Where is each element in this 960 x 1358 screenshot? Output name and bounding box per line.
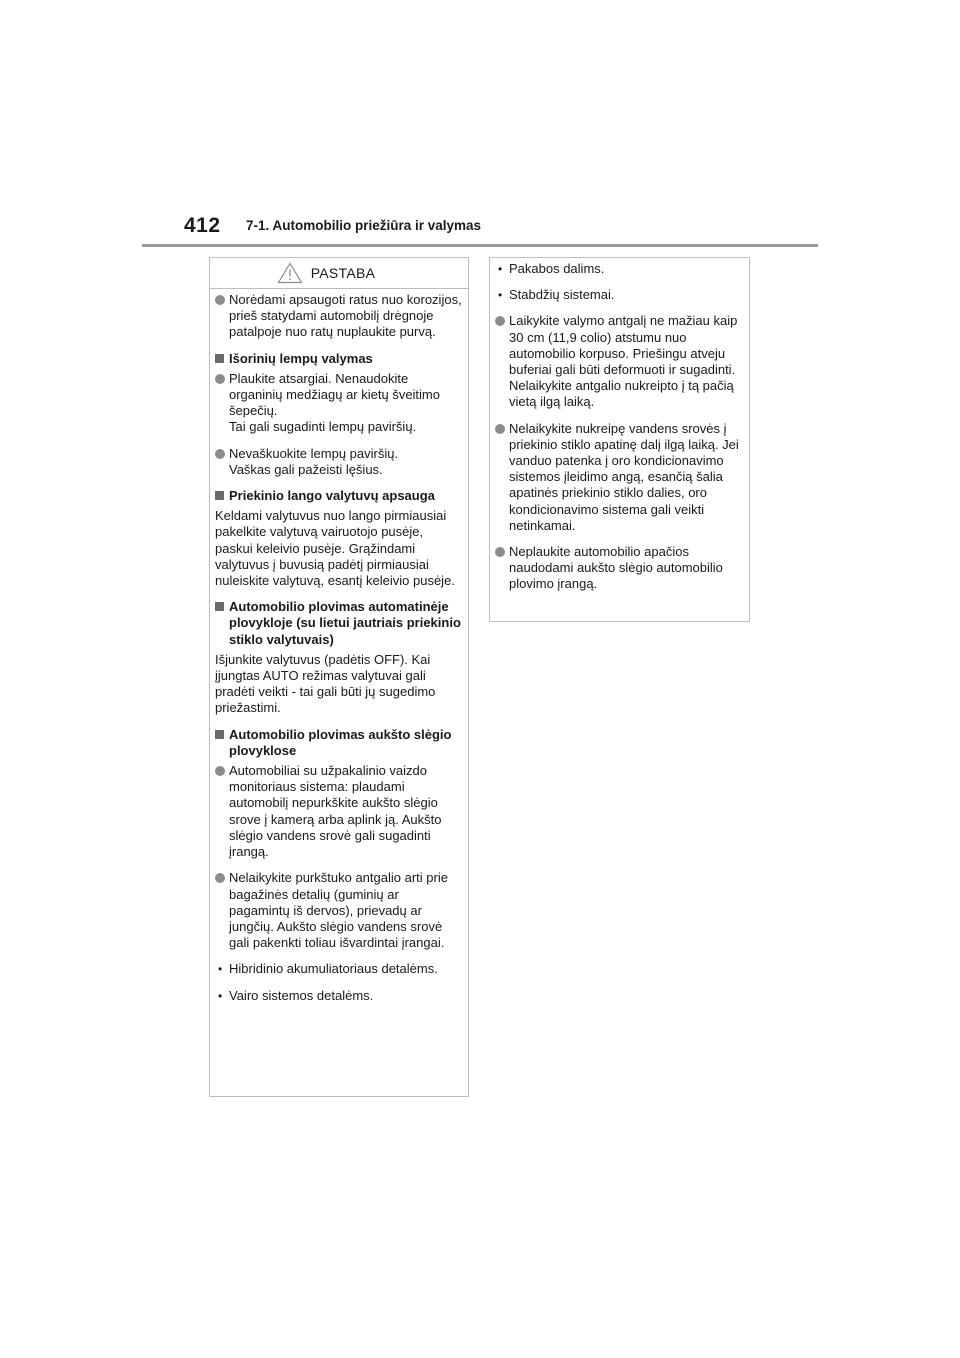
list-item <box>495 313 744 410</box>
list-item <box>215 292 463 341</box>
list-item <box>215 961 463 977</box>
circle-bullet-icon <box>215 374 225 384</box>
item-text: Stabdžių sistemai. <box>509 287 615 303</box>
item-text: Vaškas gali pažeisti lęšius. <box>229 461 383 477</box>
section-heading <box>215 727 463 759</box>
chapter-title: 7-1. Automobilio priežiūra ir valymas <box>246 218 482 233</box>
item-text: Nevaškuokite lempų paviršių. <box>229 445 399 461</box>
item-text: Vairo sistemos detalėms. <box>229 987 374 1003</box>
paragraph: Keldami valytuvus nuo lango pirmiausiai pakelkite valytuvą vairuotojo pusėje, paskui keleivio pusėje. Grąžindami valytuvus į buvusią padėtį pirmiausiai nuleiskite valytuvą, esantį keleivio pusėje. <box>215 508 455 589</box>
list-item <box>495 287 744 303</box>
square-bullet-icon <box>215 491 224 500</box>
circle-bullet-icon <box>215 766 225 776</box>
heading-text: Automobilio plovimas aukšto slėgio plovyklose <box>229 726 452 758</box>
list-item <box>215 870 463 951</box>
list-item <box>495 544 744 593</box>
circle-bullet-icon <box>215 295 225 305</box>
item-text: Hibridinio akumuliatoriaus detalėms. <box>229 961 438 977</box>
circle-bullet-icon <box>495 547 505 557</box>
item-text: Norėdami apsaugoti ratus nuo korozijos, prieš statydami automobilį drėgnoje patalpoje nuo ratų nuplaukite purvą. <box>229 292 462 340</box>
header-divider <box>142 244 818 247</box>
warning-triangle-icon <box>277 262 303 284</box>
notice-body-right <box>490 258 749 593</box>
bullet-marker: • <box>498 262 503 276</box>
square-bullet-icon <box>215 602 224 611</box>
square-bullet-icon <box>215 354 224 363</box>
notice-header <box>210 258 468 289</box>
notice-box-right <box>489 257 750 622</box>
list-item <box>215 988 463 1004</box>
notice-body-left <box>210 289 468 1004</box>
item-text: Automobiliai su užpakalinio vaizdo monitoriaus sistema: plaudami automobilį nepurkškite aukšto slėgio srove į kamerą arba aplink ją. Aukšto slėgio vandens srovė gali sugadinti įrangą. <box>229 763 442 860</box>
section-heading <box>215 488 463 504</box>
notice-box-left <box>209 257 469 1097</box>
item-text: Nelaikykite nukreipę vandens srovės į priekinio stiklo apatinę dalį ilgą laiką. Jei vanduo patenka į oro kondicionavimo sistemos įleidimo angą, esančią šalia apatinės priekinio stiklo dalies, oro kondicionavimo sistema gali veikti netinkamai. <box>509 420 739 533</box>
item-text: Neplaukite automobilio apačios naudodami aukšto slėgio automobilio plovimo įrangą. <box>509 544 723 592</box>
list-item <box>215 446 463 478</box>
item-text: Pakabos dalims. <box>509 261 605 276</box>
page-number: 412 <box>184 214 221 237</box>
bullet-marker: • <box>218 962 223 977</box>
list-item <box>495 421 744 534</box>
list-item <box>215 763 463 860</box>
section-heading <box>215 599 463 648</box>
circle-bullet-icon <box>495 424 505 434</box>
item-text: Plaukite atsargiai. Nenaudokite organinių medžiagų ar kietų šveitimo šepečių. <box>229 370 440 419</box>
notice-label: PASTABA <box>310 264 376 281</box>
paragraph: Išjunkite valytuvus (padėtis OFF). Kai įjungtas AUTO režimas valytuvai gali pradėti veikti - tai gali būti jų sugedimo priežastimi. <box>215 651 436 716</box>
bullet-marker: • <box>218 988 223 1003</box>
square-bullet-icon <box>215 730 224 739</box>
item-text: Nelaikykite purkštuko antgalio arti prie bagažinės detalių (guminių ar pagamintų iš dervos), prievadų ar jungčių. Aukšto slėgio vandens srovė gali pakenkti toliau išvardintai įrangai. <box>229 870 448 951</box>
heading-text: Išorinių lempų valymas <box>229 350 373 366</box>
list-item <box>495 261 744 277</box>
bullet-marker: • <box>498 288 503 303</box>
item-text: Laikykite valymo antgalį ne mažiau kaip 30 cm (11,9 colio) atstumu nuo automobilio korpuso. Priešingu atveju buferiai gali būti deformuoti ir sugadinti. Nelaikykite antgalio nukreipto į tą pačią vietą ilgą laiką. <box>509 313 738 410</box>
circle-bullet-icon <box>215 449 225 459</box>
list-item <box>215 371 463 436</box>
heading-text: Automobilio plovimas automatinėje plovykloje (su lietui jautriais priekinio stiklo valytuvais) <box>229 599 461 647</box>
item-text: Tai gali sugadinti lempų paviršių. <box>229 419 417 435</box>
heading-text: Priekinio lango valytuvų apsauga <box>229 488 435 504</box>
section-heading <box>215 351 463 367</box>
circle-bullet-icon <box>495 316 505 326</box>
circle-bullet-icon <box>215 873 225 883</box>
